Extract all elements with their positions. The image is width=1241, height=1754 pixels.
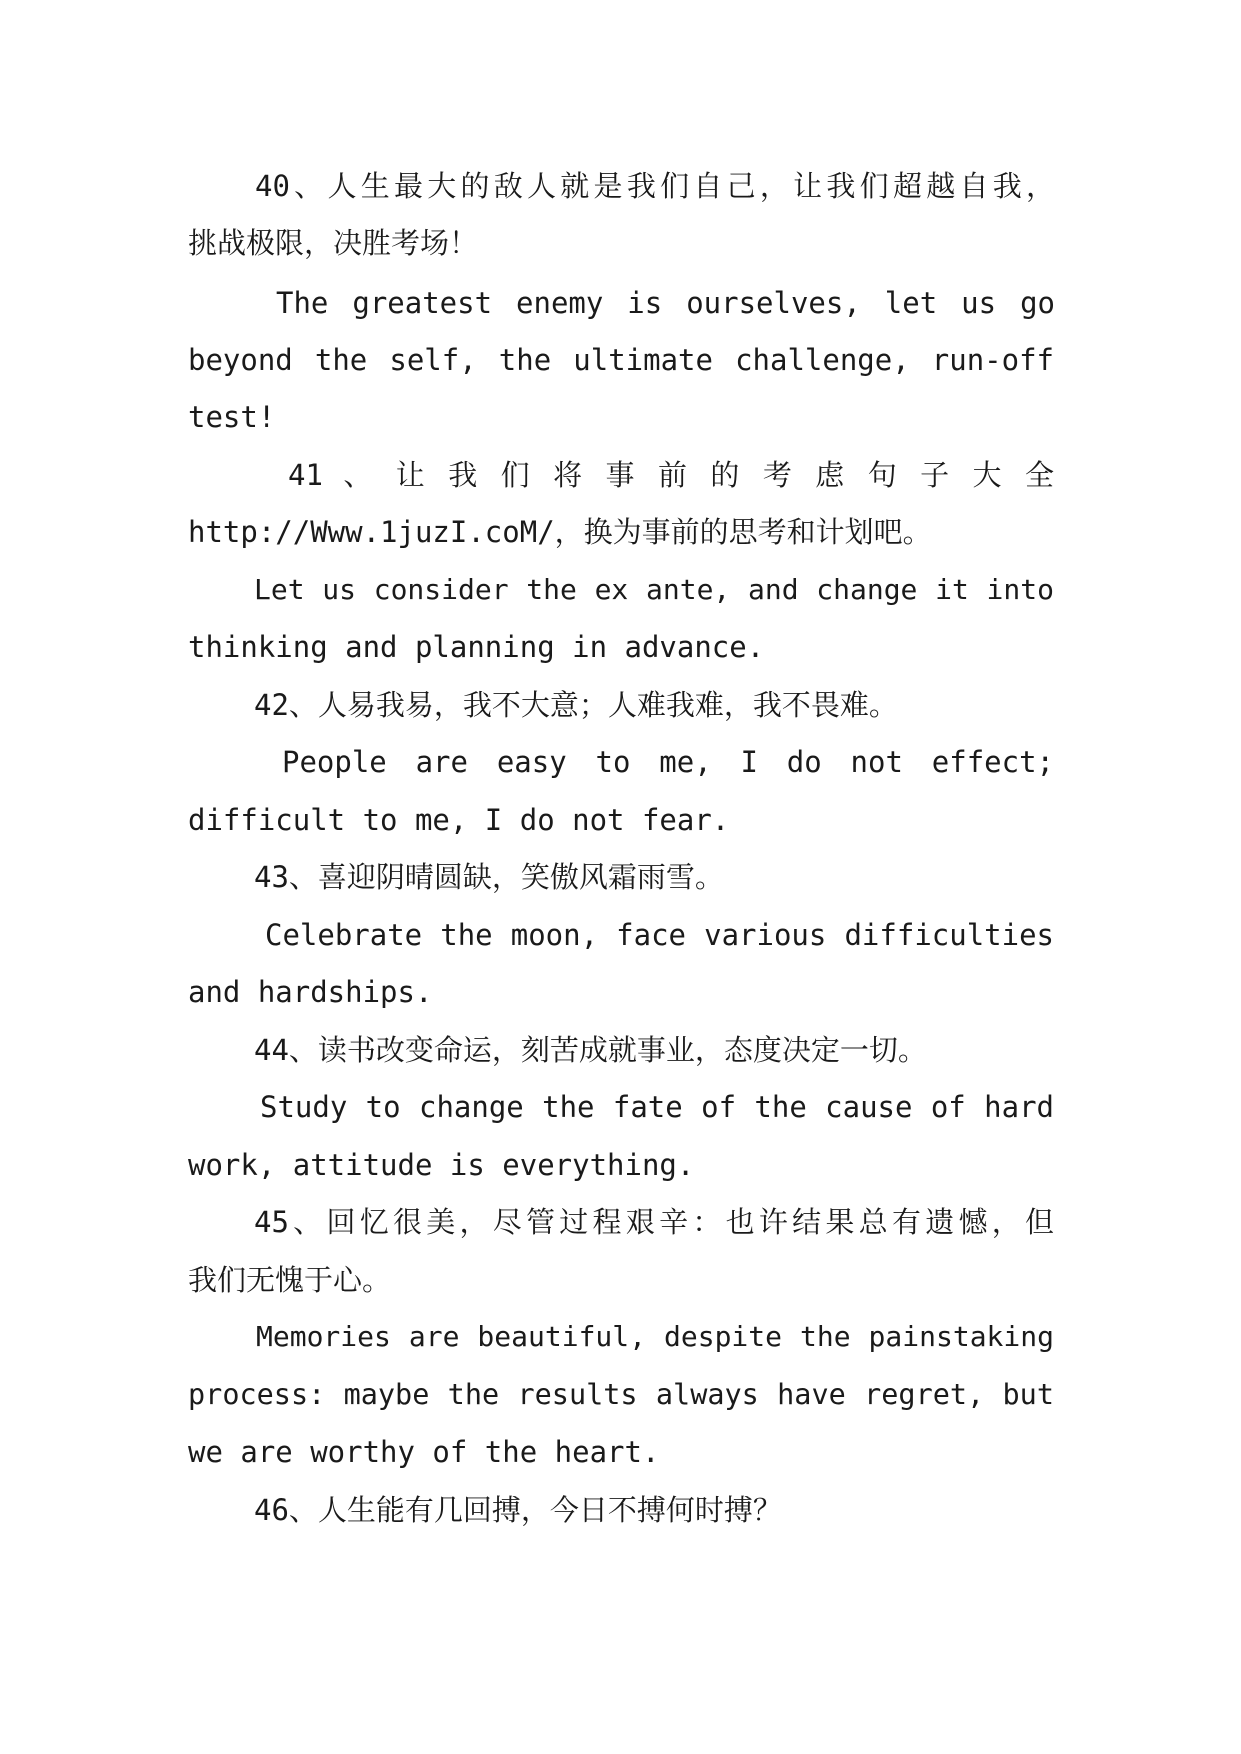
text-line: difficult to me, I do not fear. <box>188 803 730 837</box>
text-line: test! <box>188 400 276 434</box>
text-line: 46、人生能有几回搏，今日不搏何时搏？ <box>254 1493 782 1527</box>
text-line: http://Www.1juzI.coM/，换为事前的思考和计划吧。 <box>188 515 932 549</box>
text-line: beyond the self, the ultimate challenge, run-off <box>188 343 1054 377</box>
text-line: thinking and planning in advance. <box>188 630 765 664</box>
text-line: 44、读书改变命运，刻苦成就事业，态度决定一切。 <box>254 1033 927 1067</box>
text-line: process: maybe the results always have regret, but <box>188 1378 1054 1411</box>
text-line: Let us consider the ex ante, and change it into <box>254 573 1054 606</box>
text-line: 42、人易我易，我不大意；人难我难，我不畏难。 <box>254 688 898 722</box>
text-line: Memories are beautiful, despite the painstaking <box>256 1320 1054 1353</box>
text-line: Study to change the fate of the cause of hard <box>260 1090 1054 1124</box>
text-line: People are easy to me, I do not effect; <box>282 745 1054 779</box>
text-line: 我们无愧于心。 <box>188 1263 392 1297</box>
text-line: we are worthy of the heart. <box>188 1435 660 1469</box>
text-line: 挑战极限，决胜考场！ <box>188 226 479 260</box>
text-line: Celebrate the moon, face various difficulties <box>265 918 1054 952</box>
text-line: The greatest enemy is ourselves, let us go <box>276 286 1055 320</box>
text-line: 43、喜迎阴晴圆缺，笑傲风霜雨雪。 <box>254 860 724 894</box>
text-line: 41 、 让 我 们 将 事 前 的 考 虑 句 子 大 全 <box>288 458 1054 492</box>
text-line: 40、人生最大的敌人就是我们自己，让我们超越自我， <box>255 169 1055 203</box>
text-line: work, attitude is everything. <box>188 1148 695 1182</box>
text-line: 45、回忆很美，尽管过程艰辛：也许结果总有遗憾，但 <box>254 1205 1054 1239</box>
text-line: and hardships. <box>188 975 433 1009</box>
